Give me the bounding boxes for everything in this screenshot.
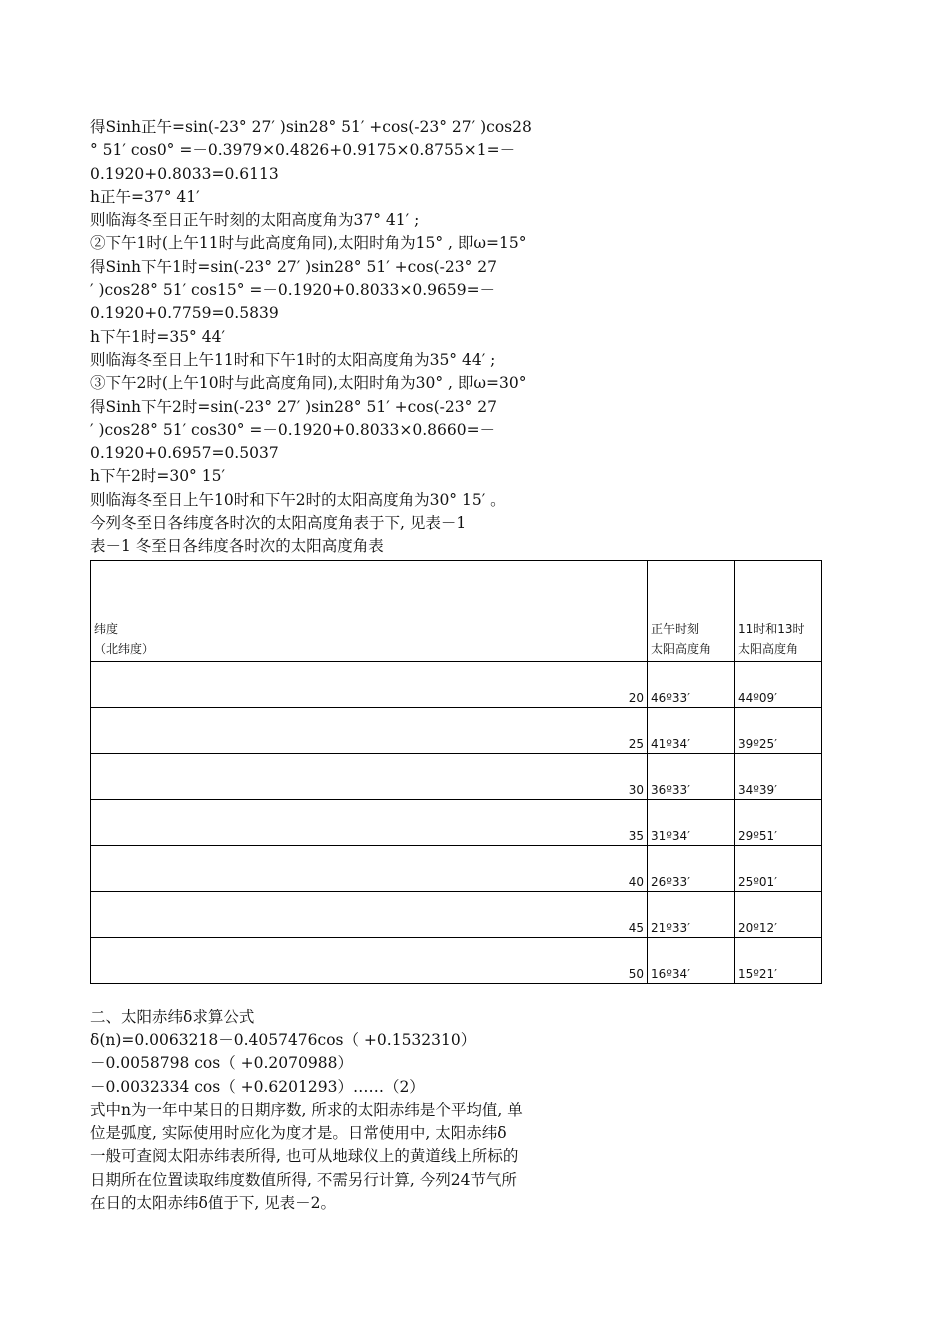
noon-altitude-cell: 36º33′ bbox=[648, 753, 735, 799]
table-caption: 表－1 冬至日各纬度各时次的太阳高度角表 bbox=[90, 537, 384, 556]
text-line: 今列冬至日各纬度各时次的太阳高度角表于下, 见表－1 bbox=[90, 514, 467, 533]
header-text: 正午时刻 bbox=[651, 621, 700, 636]
table-row bbox=[91, 799, 822, 845]
text-line: ②下午1时(上午11时与此高度角同),太阳时角为15° , 即ω=15° bbox=[90, 234, 527, 253]
text-line: 得Sinh正午=sin(-23° 27′ )sin28° 51′ +cos(-23° 27′ )cos28 bbox=[90, 118, 532, 136]
latitude-cell: 50 bbox=[91, 937, 648, 983]
header-text: （北纬度） bbox=[94, 641, 155, 656]
header-text: 太阳高度角 bbox=[738, 641, 799, 656]
table-row bbox=[91, 845, 822, 891]
header-text: 太阳高度角 bbox=[651, 641, 712, 656]
text-line: 得Sinh下午2时=sin(-23° 27′ )sin28° 51′ +cos(-23° 27 bbox=[90, 397, 498, 416]
solar-altitude-table bbox=[90, 560, 822, 984]
formula-line: δ(n)=0.0063218－0.4057476cos（ +0.1532310） bbox=[90, 1030, 477, 1049]
text-line: 在日的太阳赤纬δ值于下, 见表－2。 bbox=[90, 1194, 337, 1213]
text-line: 则临海冬至日正午时刻的太阳高度角为37° 41′ ; bbox=[90, 211, 420, 230]
document-body bbox=[90, 116, 850, 1215]
text-line: ③下午2时(上午10时与此高度角同),太阳时角为30° , 即ω=30° bbox=[90, 374, 527, 393]
table-row bbox=[91, 753, 822, 799]
table-row bbox=[91, 937, 822, 983]
header-latitude bbox=[91, 560, 648, 661]
altitude-11-13-cell: 44º09′ bbox=[735, 661, 822, 707]
text-line: 一般可查阅太阳赤纬表所得, 也可从地球仪上的黄道线上所标的 bbox=[90, 1147, 519, 1166]
text-line: 0.1920+0.8033=0.6113 bbox=[90, 164, 279, 183]
calculation-section bbox=[90, 116, 850, 559]
text-line: h正午=37° 41′ bbox=[90, 187, 200, 206]
text-line: 0.1920+0.7759=0.5839 bbox=[90, 304, 279, 323]
header-text: 11时和13时 bbox=[738, 621, 805, 636]
latitude-cell: 45 bbox=[91, 891, 648, 937]
formula-line: －0.0032334 cos（ +0.6201293）……（2） bbox=[90, 1077, 425, 1096]
header-noon-altitude bbox=[648, 560, 735, 661]
noon-altitude-cell: 46º33′ bbox=[648, 661, 735, 707]
text-line: 日期所在位置读取纬度数值所得, 不需另行计算, 今列24节气所 bbox=[90, 1170, 517, 1189]
text-line: 位是弧度, 实际使用时应化为度才是。日常使用中, 太阳赤纬δ bbox=[90, 1124, 507, 1143]
latitude-cell: 40 bbox=[91, 845, 648, 891]
altitude-11-13-cell: 39º25′ bbox=[735, 707, 822, 753]
altitude-11-13-cell: 15º21′ bbox=[735, 937, 822, 983]
latitude-cell: 30 bbox=[91, 753, 648, 799]
noon-altitude-cell: 21º33′ bbox=[648, 891, 735, 937]
text-line: ′ )cos28° 51′ cos15° =－0.1920+0.8033×0.9659=－ bbox=[90, 281, 496, 300]
formula-line: －0.0058798 cos（ +0.2070988） bbox=[90, 1054, 353, 1073]
text-line: ° 51′ cos0° =－0.3979×0.4826+0.9175×0.8755×1=－ bbox=[90, 141, 516, 160]
header-text: 纬度 bbox=[94, 621, 119, 636]
text-line: 则临海冬至日上午11时和下午1时的太阳高度角为35° 44′ ; bbox=[90, 350, 496, 369]
table-header-row bbox=[91, 560, 822, 661]
altitude-11-13-cell: 20º12′ bbox=[735, 891, 822, 937]
text-line: 式中n为一年中某日的日期序数, 所求的太阳赤纬是个平均值, 单 bbox=[90, 1100, 523, 1119]
header-11-13-altitude bbox=[735, 560, 822, 661]
table-row bbox=[91, 707, 822, 753]
latitude-cell: 35 bbox=[91, 799, 648, 845]
text-line: ′ )cos28° 51′ cos30° =－0.1920+0.8033×0.8660=－ bbox=[90, 420, 496, 439]
noon-altitude-cell: 31º34′ bbox=[648, 799, 735, 845]
text-line: h下午1时=35° 44′ bbox=[90, 327, 225, 346]
declination-section bbox=[90, 1006, 850, 1216]
text-line: 则临海冬至日上午10时和下午2时的太阳高度角为30° 15′ 。 bbox=[90, 490, 506, 509]
text-line: 得Sinh下午1时=sin(-23° 27′ )sin28° 51′ +cos(-23° 27 bbox=[90, 257, 498, 276]
section-heading: 二、太阳赤纬δ求算公式 bbox=[90, 1007, 255, 1026]
table-row bbox=[91, 661, 822, 707]
latitude-cell: 20 bbox=[91, 661, 648, 707]
altitude-11-13-cell: 29º51′ bbox=[735, 799, 822, 845]
noon-altitude-cell: 16º34′ bbox=[648, 937, 735, 983]
text-line: h下午2时=30° 15′ bbox=[90, 467, 225, 486]
altitude-11-13-cell: 25º01′ bbox=[735, 845, 822, 891]
text-line: 0.1920+0.6957=0.5037 bbox=[90, 444, 279, 463]
latitude-cell: 25 bbox=[91, 707, 648, 753]
altitude-11-13-cell: 34º39′ bbox=[735, 753, 822, 799]
table-row bbox=[91, 891, 822, 937]
noon-altitude-cell: 41º34′ bbox=[648, 707, 735, 753]
noon-altitude-cell: 26º33′ bbox=[648, 845, 735, 891]
